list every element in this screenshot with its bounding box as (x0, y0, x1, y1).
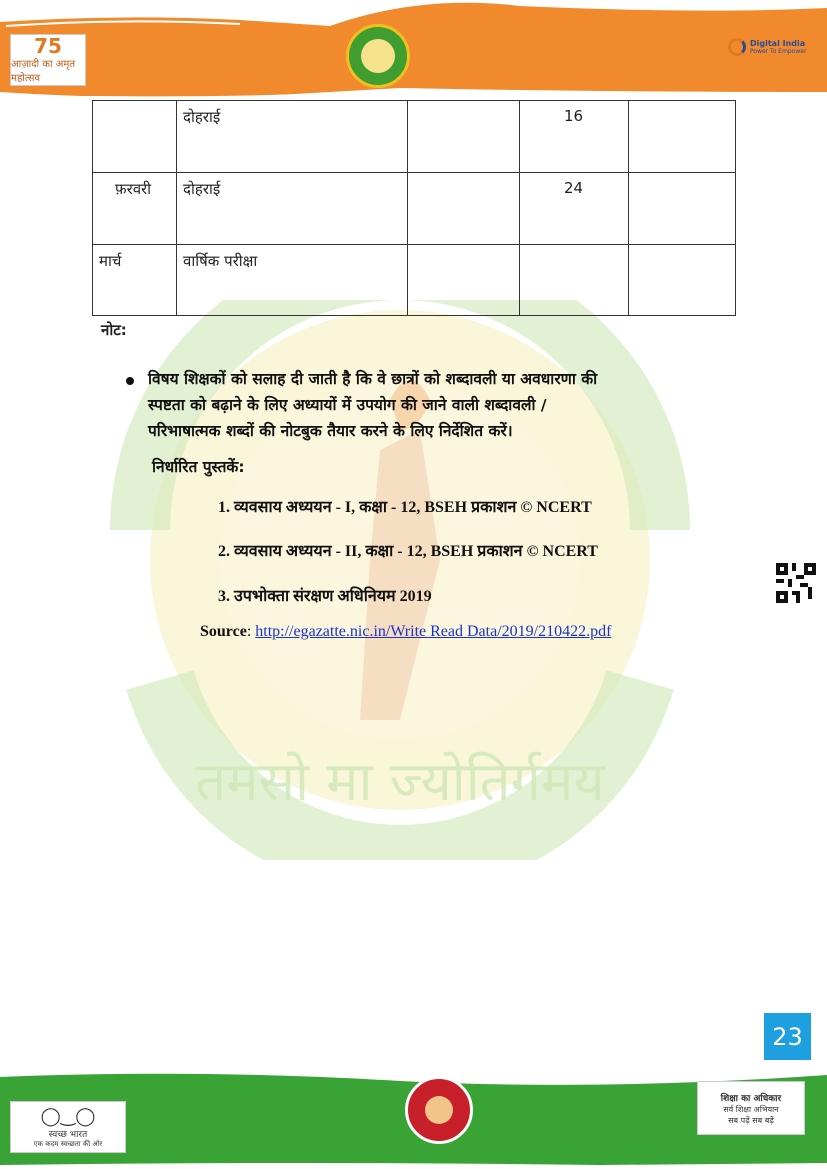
paragraph-line: विषय शिक्षकों को सलाह दी जाती है कि वे छात्रों को शब्दावली या अवधारणा की (148, 370, 598, 388)
table-row (93, 101, 736, 173)
month-cell: फ़रवरी (93, 173, 177, 245)
table-cell (408, 245, 520, 316)
periods-cell: 16 (520, 101, 629, 173)
bullet-icon (126, 377, 134, 385)
source-link[interactable]: http://egazatte.nic.in/Write Read Data/2019/210422.pdf (255, 623, 612, 640)
swachh-bharat-logo: ◯‿◯ स्वच्छ भारत एक कदम स्वच्छता की ओर (10, 1101, 126, 1153)
topic-cell: दोहराई (177, 101, 408, 173)
month-cell: मार्च (93, 245, 177, 316)
book-item: 3. उपभोक्ता संरक्षण अधिनियम 2019 (218, 588, 432, 605)
shiksha-ka-adhikar-logo: शिक्षा का अधिकार सर्व शिक्षा अभियान सब पढ़ें सब बढ़ें (697, 1081, 805, 1135)
page-number-badge: 23 (764, 1013, 811, 1060)
topic-cell: दोहराई (177, 173, 408, 245)
table-row (93, 245, 736, 316)
source-line: Source: http://egazatte.nic.in/Write Read Data/2019/210422.pdf (200, 623, 612, 640)
table-cell (629, 101, 736, 173)
page-header-band (0, 0, 827, 100)
month-cell (93, 101, 177, 173)
table-cell (629, 173, 736, 245)
beti-bachao-logo (405, 1076, 473, 1144)
table-row (93, 173, 736, 245)
paragraph-line: स्पष्टता को बढ़ाने के लिए अध्यायों में उपयोग की जाने वाली शब्दावली / (148, 396, 547, 414)
periods-cell (520, 245, 629, 316)
digital-india-logo: Digital India Power To Empower (728, 38, 806, 56)
paragraph-line: परिभाषात्मक शब्दों की नोटबुक तैयार करने के लिए निर्देशित करें। (148, 422, 513, 440)
table-cell (408, 173, 520, 245)
instruction-paragraph (148, 366, 728, 444)
book-item: 1. व्यवसाय अध्ययन - I, कक्षा - 12, BSEH प्रकाशन © NCERT (218, 499, 592, 516)
qr-code-icon[interactable] (776, 563, 816, 603)
schedule-table (92, 100, 736, 316)
azadi-ka-amrit-mahotsav-logo: 75 आज़ादी का अमृत महोत्सव (10, 34, 86, 86)
spectacles-icon: ◯‿◯ (40, 1105, 96, 1127)
svg-text:तमसो मा ज्योतिर्गमय: तमसो मा ज्योतिर्गमय (195, 750, 605, 813)
book-item: 2. व्यवसाय अध्ययन - II, कक्षा - 12, BSEH प्रकाशन © NCERT (218, 543, 598, 560)
table-cell (408, 101, 520, 173)
source-label: Source (200, 623, 247, 640)
note-label: नोट: (101, 321, 127, 339)
board-seal-logo (346, 24, 410, 88)
digital-india-icon (728, 38, 746, 56)
prescribed-books-heading: निर्धारित पुस्तकें: (152, 458, 245, 476)
topic-cell: वार्षिक परीक्षा (177, 245, 408, 316)
table-cell (629, 245, 736, 316)
periods-cell: 24 (520, 173, 629, 245)
